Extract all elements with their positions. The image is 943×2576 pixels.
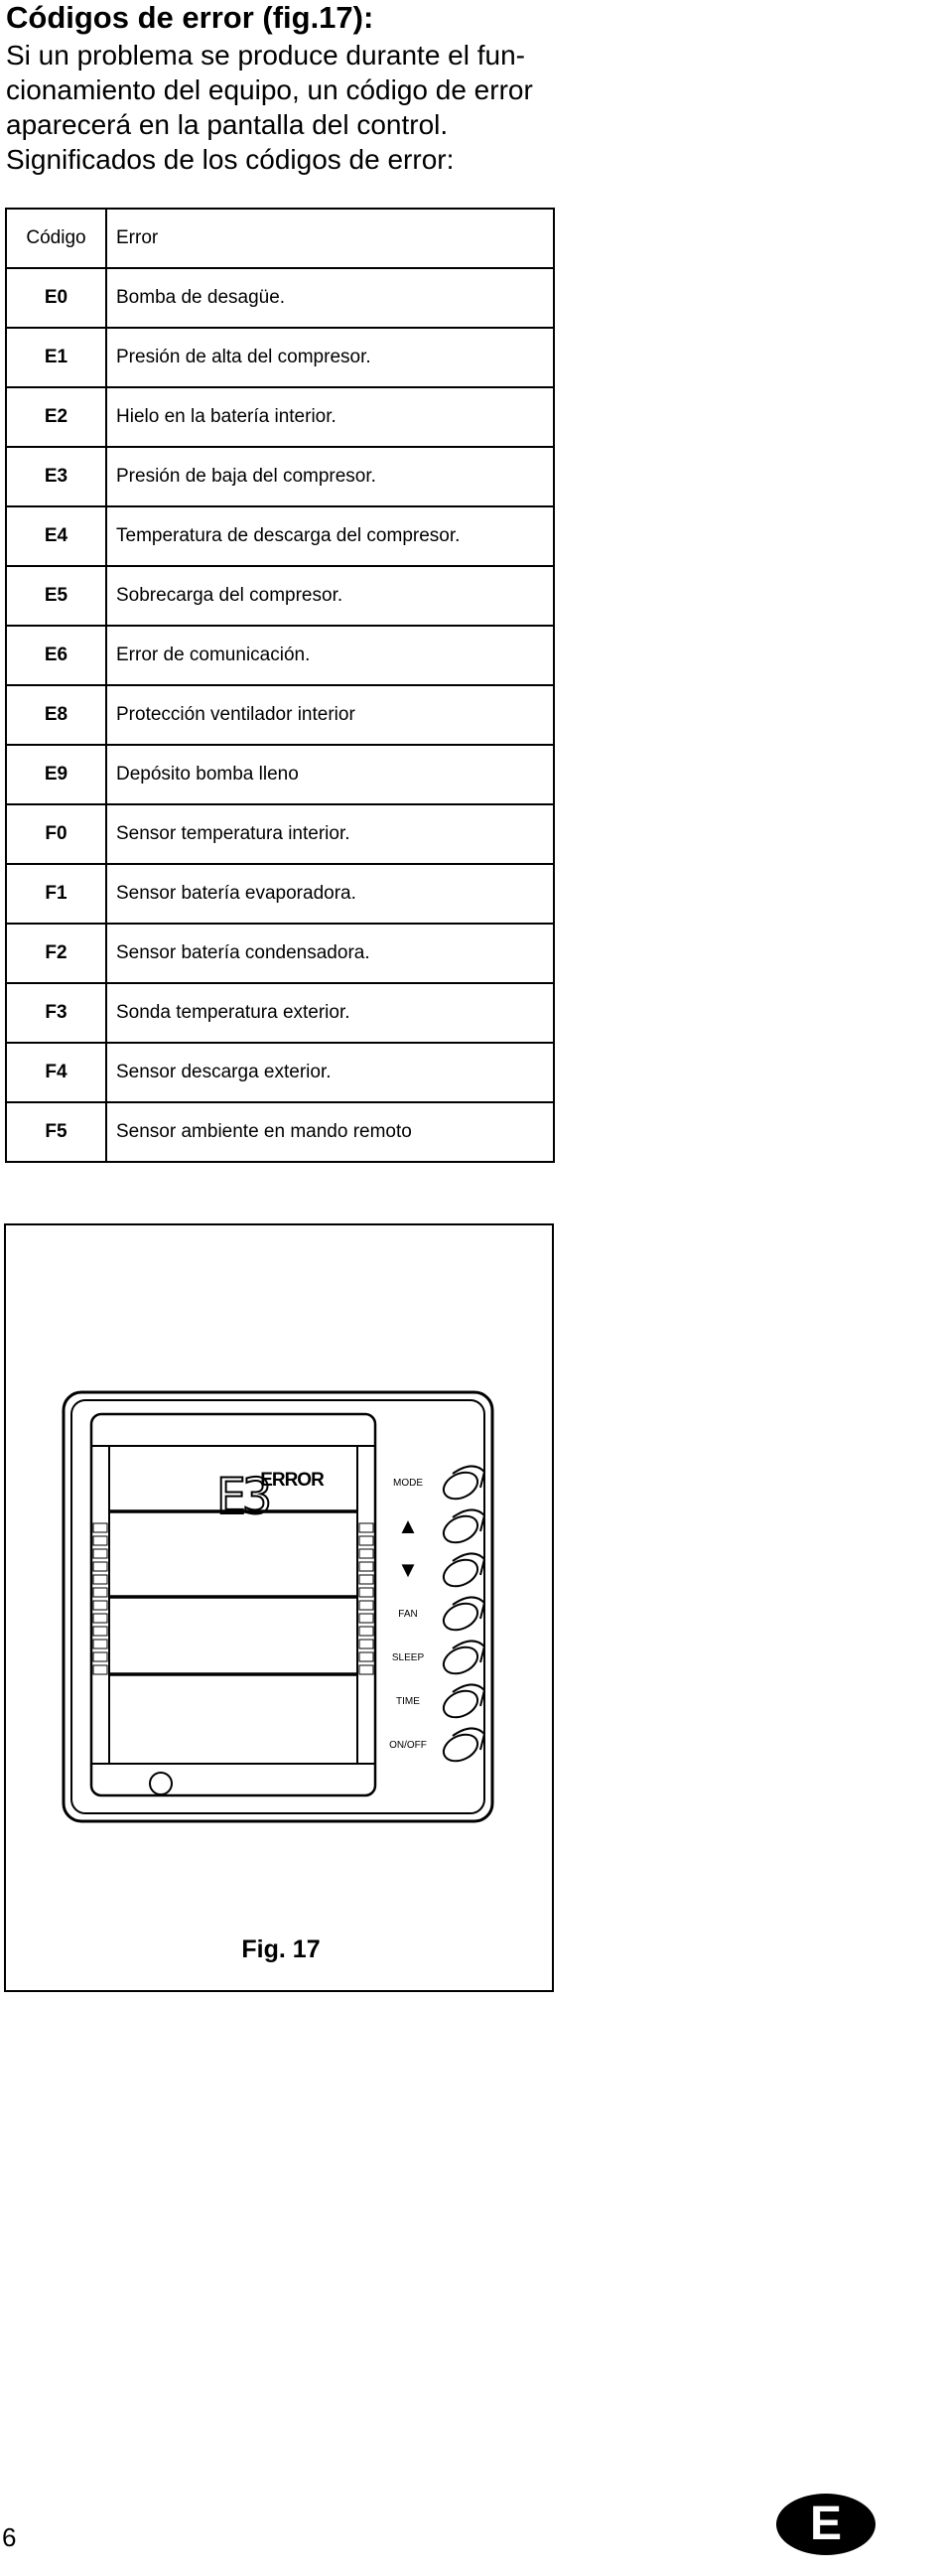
error-description-cell: Temperatura de descarga del compresor.	[106, 506, 554, 566]
control-button	[397, 1509, 484, 1547]
rail-tick	[359, 1562, 373, 1571]
error-description-cell: Sensor ambiente en mando remoto	[106, 1102, 554, 1162]
table-row	[6, 745, 554, 804]
figure-17-box	[4, 1223, 554, 1992]
lcd-error-code: E3	[215, 1468, 269, 1525]
rail-tick	[93, 1588, 107, 1597]
intro-line: Si un problema se produce durante el fun-	[6, 40, 525, 71]
button-label: ON/OFF	[389, 1740, 427, 1751]
table-row	[6, 387, 554, 447]
table-row	[6, 447, 554, 506]
table-header-row	[6, 209, 554, 268]
table-row	[6, 983, 554, 1043]
rail-tick	[93, 1549, 107, 1558]
rail-tick	[93, 1652, 107, 1661]
lcd-error-label: ERROR	[260, 1470, 324, 1491]
rail-tick	[93, 1523, 107, 1532]
table-row	[6, 1102, 554, 1162]
column-header-code: Código	[6, 209, 106, 268]
language-badge: E	[776, 2494, 876, 2555]
rail-tick	[359, 1627, 373, 1636]
table-row	[6, 804, 554, 864]
error-code-cell: E6	[6, 626, 106, 685]
button-cap	[440, 1468, 482, 1504]
control-button	[389, 1728, 484, 1766]
control-button	[392, 1641, 484, 1678]
table-body	[6, 268, 554, 1162]
button-cap	[440, 1643, 482, 1679]
error-description-cell: Error de comunicación.	[106, 626, 554, 685]
error-description-cell: Presión de alta del compresor.	[106, 328, 554, 387]
error-code-cell: F5	[6, 1102, 106, 1162]
remote-control-illustration	[6, 1225, 556, 1921]
error-code-cell: F4	[6, 1043, 106, 1102]
error-code-cell: F1	[6, 864, 106, 924]
button-label: TIME	[396, 1696, 420, 1707]
page-heading: Códigos de error (fig.17):	[6, 0, 374, 35]
error-description-cell: Sobrecarga del compresor.	[106, 566, 554, 626]
table-row	[6, 566, 554, 626]
control-button	[396, 1684, 484, 1722]
rail-tick	[93, 1601, 107, 1610]
error-code-cell: F0	[6, 804, 106, 864]
button-cap	[440, 1730, 482, 1767]
rail-tick	[93, 1562, 107, 1571]
rail-tick	[93, 1627, 107, 1636]
rail-tick	[359, 1588, 373, 1597]
button-label: ▲	[397, 1513, 419, 1538]
error-description-cell: Protección ventilador interior	[106, 685, 554, 745]
error-code-cell: E0	[6, 268, 106, 328]
control-button	[397, 1553, 484, 1591]
error-description-cell: Sensor descarga exterior.	[106, 1043, 554, 1102]
error-description-cell: Bomba de desagüe.	[106, 268, 554, 328]
button-cap	[440, 1511, 482, 1548]
page-number: 6	[2, 2522, 17, 2552]
error-code-cell: E9	[6, 745, 106, 804]
column-header-error: Error	[106, 209, 554, 268]
rail-tick	[93, 1665, 107, 1674]
rail-tick	[359, 1575, 373, 1584]
intro-paragraph	[6, 38, 562, 177]
error-code-cell: E8	[6, 685, 106, 745]
rail-tick	[359, 1614, 373, 1623]
figure-caption: Fig. 17	[241, 1935, 321, 1963]
rail-tick	[359, 1536, 373, 1545]
rail-tick	[93, 1614, 107, 1623]
intro-line: Significados de los códigos de error:	[6, 144, 455, 175]
error-description-cell: Depósito bomba lleno	[106, 745, 554, 804]
error-code-cell: E5	[6, 566, 106, 626]
rail-tick	[359, 1523, 373, 1532]
error-description-cell: Presión de baja del compresor.	[106, 447, 554, 506]
table-row	[6, 506, 554, 566]
error-description-cell: Sensor batería evaporadora.	[106, 864, 554, 924]
right-rail	[357, 1446, 375, 1764]
button-cap	[440, 1686, 482, 1723]
error-codes-table	[5, 208, 555, 1163]
table-row	[6, 924, 554, 983]
controller-outer-frame	[64, 1392, 492, 1821]
indicator-circle	[150, 1773, 172, 1794]
control-button	[393, 1466, 484, 1503]
table-row	[6, 1043, 554, 1102]
button-label: FAN	[398, 1609, 418, 1620]
left-rail	[91, 1446, 109, 1764]
table-row	[6, 864, 554, 924]
error-code-cell: E2	[6, 387, 106, 447]
controller-inner-frame	[71, 1400, 484, 1813]
error-description-cell: Sonda temperatura exterior.	[106, 983, 554, 1043]
intro-line: cionamiento del equipo, un código de error	[6, 74, 533, 105]
button-label: MODE	[393, 1478, 423, 1489]
control-button	[398, 1597, 484, 1635]
error-description-cell: Sensor temperatura interior.	[106, 804, 554, 864]
error-code-cell: E1	[6, 328, 106, 387]
rail-tick	[359, 1549, 373, 1558]
error-code-cell: E4	[6, 506, 106, 566]
error-code-cell: F2	[6, 924, 106, 983]
button-label: ▼	[397, 1557, 419, 1582]
error-code-cell: F3	[6, 983, 106, 1043]
rail-tick	[359, 1652, 373, 1661]
button-cap	[440, 1555, 482, 1592]
table-row	[6, 268, 554, 328]
rail-tick	[359, 1640, 373, 1648]
rail-tick	[93, 1536, 107, 1545]
button-label: SLEEP	[391, 1652, 425, 1663]
control-buttons	[389, 1466, 484, 1766]
error-description-cell: Sensor batería condensadora.	[106, 924, 554, 983]
rail-ticks	[93, 1523, 373, 1674]
error-description-cell: Hielo en la batería interior.	[106, 387, 554, 447]
intro-line: aparecerá en la pantalla del control.	[6, 109, 449, 140]
table-row	[6, 685, 554, 745]
rail-tick	[359, 1665, 373, 1674]
table-row	[6, 328, 554, 387]
error-code-cell: E3	[6, 447, 106, 506]
rail-tick	[93, 1640, 107, 1648]
button-cap	[440, 1599, 482, 1636]
rail-tick	[359, 1601, 373, 1610]
rail-tick	[93, 1575, 107, 1584]
table-row	[6, 626, 554, 685]
